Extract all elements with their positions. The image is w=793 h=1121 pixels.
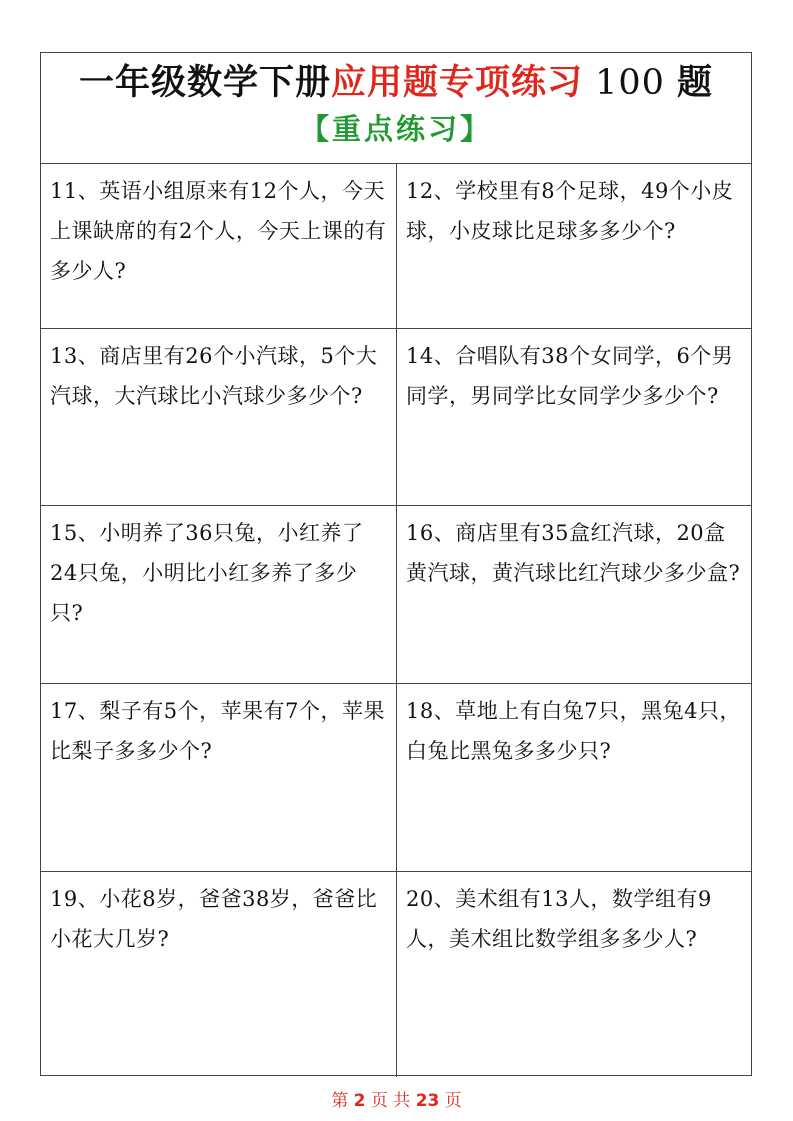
- page-title: [41, 53, 751, 107]
- worksheet: [40, 52, 752, 1076]
- page-number-suffix: 页: [439, 1091, 462, 1111]
- title-grade: 一年级数学下册: [78, 62, 331, 103]
- problem-text: 14、合唱队有38个女同学，6个男同学，男同学比女同学少多少个?: [406, 344, 734, 408]
- problem-text: 12、学校里有8个足球，49个小皮球，小皮球比足球多多少个?: [406, 179, 734, 243]
- problem-cell: [397, 164, 751, 329]
- problem-cell: [397, 506, 751, 684]
- problem-cell: [41, 329, 397, 506]
- title-count: 100: [582, 63, 678, 103]
- problem-cell: [41, 164, 397, 329]
- worksheet-header: [41, 53, 751, 164]
- page-number-middle: 页 共: [365, 1091, 416, 1111]
- page-number: [0, 1086, 793, 1111]
- problem-cell: [41, 506, 397, 684]
- page-number-prefix: 第: [331, 1091, 354, 1111]
- problem-grid: [41, 164, 751, 1077]
- problem-cell: [41, 872, 397, 1077]
- problem-cell: [397, 872, 751, 1077]
- problem-text: 18、草地上有白兔7只，黑兔4只，白兔比黑兔多多少只?: [406, 699, 741, 763]
- title-suffix: 题: [677, 62, 714, 103]
- page-number-total: 23: [415, 1091, 440, 1111]
- problem-text: 15、小明养了36只兔，小红养了24只兔，小明比小红多养了多少只?: [50, 521, 364, 625]
- problem-text: 17、梨子有5个，苹果有7个，苹果比梨子多多少个?: [50, 699, 385, 763]
- page-number-current: 2: [353, 1091, 366, 1111]
- problem-cell: [41, 684, 397, 872]
- problem-cell: [397, 684, 751, 872]
- problem-text: 16、商店里有35盒红汽球，20盒黄汽球，黄汽球比红汽球少多少盒?: [406, 521, 741, 585]
- problem-text: 13、商店里有26个小汽球，5个大汽球，大汽球比小汽球少多少个?: [50, 344, 378, 408]
- problem-text: 11、英语小组原来有12个人，今天上课缺席的有2个人，今天上课的有多少人?: [50, 179, 387, 283]
- page-subtitle: 【重点练习】: [299, 112, 492, 146]
- problem-cell: [397, 329, 751, 506]
- problem-text: 20、美术组有13人，数学组有9人，美术组比数学组多多少人?: [406, 887, 712, 951]
- title-topic: 应用题专项练习: [330, 62, 583, 103]
- problem-text: 19、小花8岁，爸爸38岁，爸爸比小花大几岁?: [50, 887, 378, 951]
